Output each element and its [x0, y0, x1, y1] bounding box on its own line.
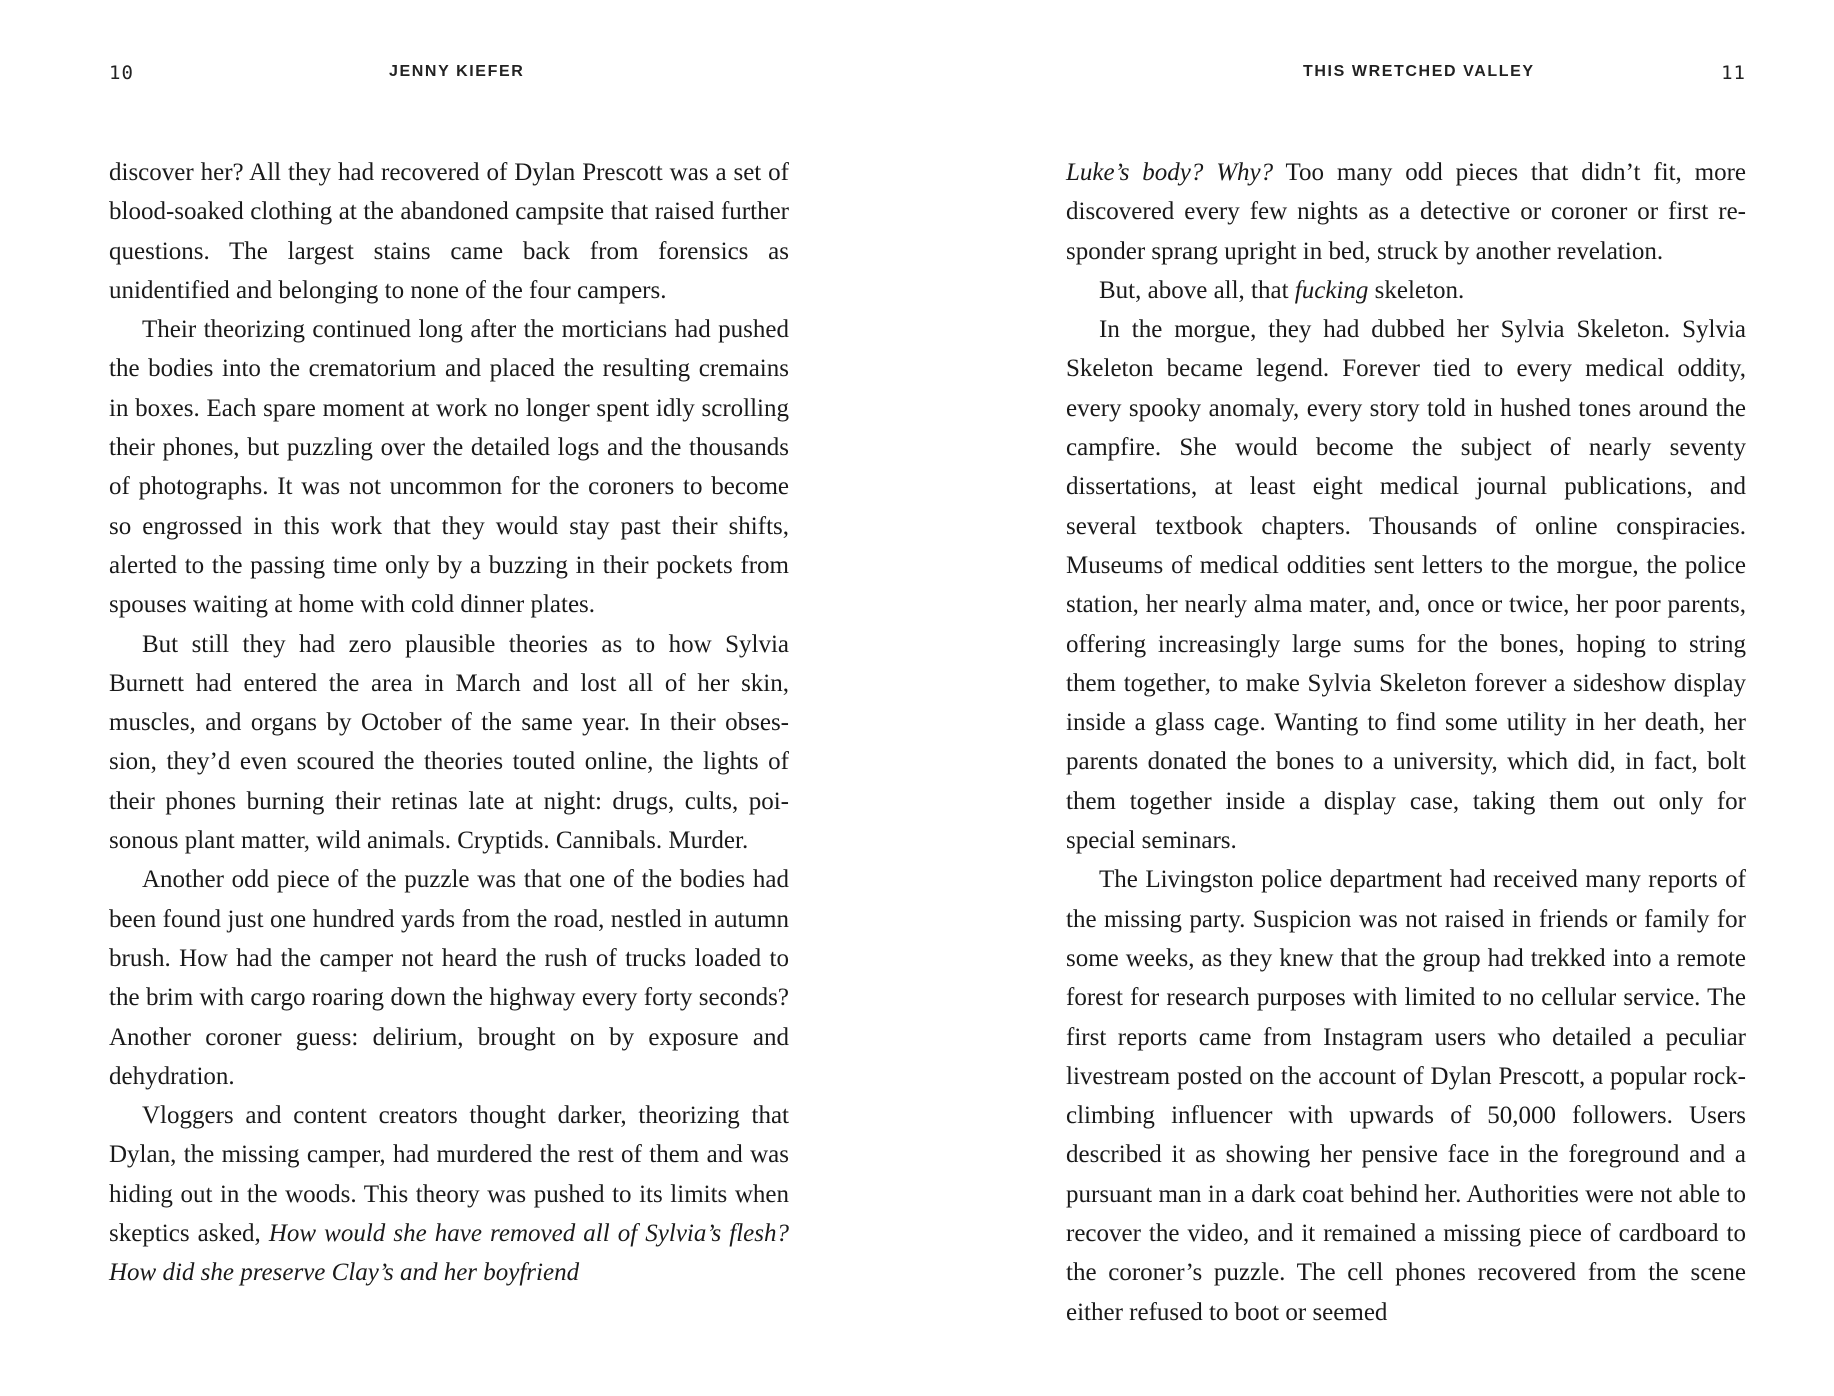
right-body-text [1066, 153, 1746, 1332]
right-paragraph-3: In the morgue, they had dubbed her Sylvia Skeleton. Sylvia Skeleton became legend. Forever tied to every medical oddity, every spooky anomaly, every story told in hushed tones around the campfire. She would become the subject of nearly seventy dissertations, at least eight medical journal publications, and several textbook chapters. Thousands of online conspiracies. Museums of medical oddities sent letters to the morgue, the police station, her nearly alma mater, and, once or twice, her poor parents, offering increasingly large sums for the bones, hoping to string them together, to make Sylvia Skeleton forever a sideshow display inside a glass cage. Wanting to find some utility in her death, her parents donated the bones to a university, which did, in fact, bolt them together inside a display case, taking them out only for special seminars. [1066, 316, 1746, 855]
right-paragraph-1-italic: Luke’s body? Why? [1066, 159, 1274, 186]
left-paragraph-5-text: Vloggers and content creators thought darker, theorizing that Dylan, the missing camper, had murdered the rest of them and was hiding out in the woods. This theory was pushed to its limits when skeptics asked, [109, 1102, 789, 1248]
left-page [109, 0, 789, 1396]
title-running-head: THIS WRETCHED VALLEY [1303, 63, 1535, 80]
left-running-head [109, 62, 789, 86]
left-paragraph-2: Their theorizing continued long after the morticians had pushed the bodies into the crematorium and placed the resulting cremains in boxes. Each spare moment at work no longer spent idly scrolling their phones, but puzzling over the detailed logs and the thousands of photographs. It was not uncommon for the coroners to become so engrossed in this work that they would stay past their shifts, alerted to the passing time only by a buzzing in their pockets from spouses waiting at home with cold dinner plates. [109, 316, 789, 619]
right-paragraph-2-italic: fucking [1294, 276, 1369, 304]
left-paragraph-3: But still they had zero plausible theories as to how Sylvia Burnett had entered the area in March and lost all of her skin, muscles, and organs by October of the same year. In their obsession, they’d even scoured the theories touted online, the lights of their phones burning their retinas late at night: drugs, cults, poisonous plant matter, wild animals. Cryptids. Cannibals. Murder. [109, 630, 789, 855]
right-running-head [1066, 62, 1746, 86]
right-paragraph-4: The Livingston police department had received many reports of the missing party. Suspicion was not raised in friends or family for some weeks, as they knew that the group had trekked into a remote forest for research purposes with limited to no cellular service. The first reports came from Instagram users who detailed a peculiar livestream posted on the account of Dylan Prescott, a popular rock-climbing influencer with upwards of 50,000 followers. Users described it as showing her pensive face in the foreground and a pursuant man in a dark coat behind her. Authorities were not able to recover the video, and it remained a missing piece of cardboard to the coroner’s puzzle. The cell phones recovered from the scene either refused to boot or seemed [1066, 866, 1746, 1326]
left-paragraph-5 [109, 1096, 789, 1292]
left-body-text [109, 153, 789, 1293]
page-number-left: 10 [109, 62, 134, 84]
page-number-right: 11 [1721, 62, 1746, 84]
left-paragraph-4: Another odd piece of the puzzle was that one of the bodies had been found just one hundred yards from the road, nestled in autumn brush. How had the camper not heard the rush of trucks loaded to the brim with cargo roaring down the highway every forty seconds? Another coroner guess: delirium, brought on by exposure and dehydration. [109, 866, 789, 1090]
author-running-head: JENNY KIEFER [389, 63, 525, 80]
left-paragraph-5-italic: How would she have removed all of Sylvia’s flesh? How did she preserve Clay’s and her boyfriend [109, 1220, 789, 1287]
right-page [1066, 0, 1746, 1396]
right-paragraph-2-end: skeleton. [1368, 276, 1465, 304]
right-paragraph-1-text: Too many odd pieces that didn’t fit, more discovered every few nights as a detective or coroner or first responder sprang upright in bed, struck by another revelation. [1066, 159, 1746, 265]
right-paragraph-1 [1066, 153, 1746, 271]
right-paragraph-2-start: But, above all, that [1099, 276, 1295, 304]
left-paragraph-1: discover her? All they had recovered of Dylan Prescott was a set of blood-soaked clothing at the abandoned campsite that raised further questions. The largest stains came back from forensics as unidentified and belonging to none of the four campers. [109, 159, 789, 304]
right-paragraph-2 [1066, 271, 1746, 310]
